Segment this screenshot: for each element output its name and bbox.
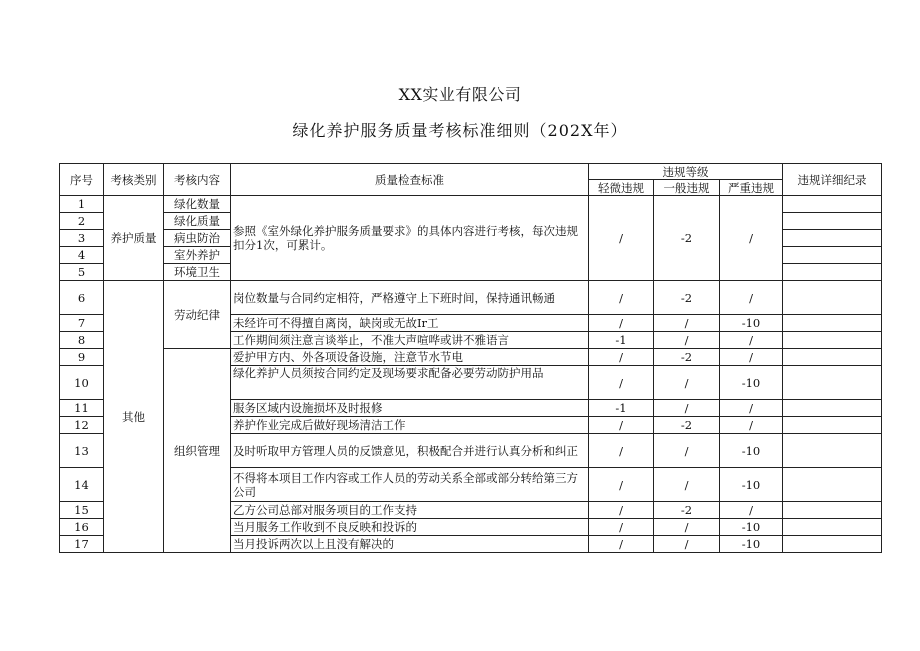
record-cell[interactable] [783, 519, 882, 536]
standard-cell: 未经许可不得擅自离岗，缺岗或无故Ir工 [231, 315, 589, 332]
serious-cell: -10 [720, 519, 783, 536]
seq-cell: 7 [60, 315, 104, 332]
seq-cell: 3 [60, 230, 104, 247]
record-cell[interactable] [783, 213, 882, 230]
standard-cell: 服务区域内设施损坏及时报修 [231, 400, 589, 417]
seq-cell: 1 [60, 196, 104, 213]
seq-cell: 11 [60, 400, 104, 417]
category-other: 其他 [104, 281, 164, 553]
header-seq: 序号 [60, 164, 104, 196]
record-cell[interactable] [783, 281, 882, 315]
record-cell[interactable] [783, 196, 882, 213]
category-maintenance: 养护质量 [104, 196, 164, 281]
standard-cell: 当月投诉两次以上且没有解决的 [231, 536, 589, 553]
seq-cell: 16 [60, 519, 104, 536]
header-content: 考核内容 [164, 164, 231, 196]
general-cell: -2 [654, 196, 720, 281]
record-cell[interactable] [783, 366, 882, 400]
record-cell[interactable] [783, 400, 882, 417]
seq-cell: 17 [60, 536, 104, 553]
minor-cell: / [589, 196, 654, 281]
minor-cell: -1 [589, 400, 654, 417]
standard-cell: 当月服务工作收到不良反映和投诉的 [231, 519, 589, 536]
serious-cell: -10 [720, 536, 783, 553]
minor-cell: / [589, 434, 654, 468]
record-cell[interactable] [783, 332, 882, 349]
record-cell[interactable] [783, 264, 882, 281]
standard-cell: 及时听取甲方管理人员的反馈意见，积极配合并进行认真分析和纠正 [231, 434, 589, 468]
seq-cell: 8 [60, 332, 104, 349]
minor-cell: / [589, 519, 654, 536]
general-cell: / [654, 519, 720, 536]
serious-cell: / [720, 281, 783, 315]
serious-cell: / [720, 349, 783, 366]
general-cell: / [654, 400, 720, 417]
seq-cell: 6 [60, 281, 104, 315]
standard-cell: 绿化养护人员须按合同约定及现场要求配备必要劳动防护用品 [231, 366, 589, 400]
serious-cell: / [720, 400, 783, 417]
content-cell: 绿化数量 [164, 196, 231, 213]
general-cell: / [654, 315, 720, 332]
serious-cell: -10 [720, 468, 783, 502]
record-cell[interactable] [783, 502, 882, 519]
general-cell: / [654, 536, 720, 553]
header-category: 考核类别 [104, 164, 164, 196]
header-serious: 严重违规 [720, 180, 783, 196]
seq-cell: 5 [60, 264, 104, 281]
header-standard: 质量检查标准 [231, 164, 589, 196]
record-cell[interactable] [783, 468, 882, 502]
general-cell: -2 [654, 417, 720, 434]
header-violation-level: 违规等级 [589, 164, 783, 180]
general-cell: / [654, 366, 720, 400]
record-cell[interactable] [783, 434, 882, 468]
content-cell: 室外养护 [164, 247, 231, 264]
table-row [60, 281, 882, 315]
minor-cell: / [589, 366, 654, 400]
seq-cell: 12 [60, 417, 104, 434]
standard-cell: 工作期间须注意言谈举止，不准大声喧哗或讲不雅语言 [231, 332, 589, 349]
general-cell: / [654, 332, 720, 349]
general-cell: -2 [654, 349, 720, 366]
content-labor-discipline: 劳动纪律 [164, 281, 231, 349]
seq-cell: 4 [60, 247, 104, 264]
record-cell[interactable] [783, 417, 882, 434]
header-minor: 轻微违规 [589, 180, 654, 196]
record-cell[interactable] [783, 315, 882, 332]
serious-cell: / [720, 332, 783, 349]
content-organization: 组织管理 [164, 349, 231, 553]
general-cell: -2 [654, 502, 720, 519]
standard-cell: 不得将本项目工作内容或工作人员的劳动关系全部或部分转给第三方公司 [231, 468, 589, 502]
header-record: 违规详细纪录 [783, 164, 882, 196]
minor-cell: -1 [589, 332, 654, 349]
assessment-table [59, 163, 882, 553]
seq-cell: 9 [60, 349, 104, 366]
standard-cell: 岗位数量与合同约定相符，严格遵守上下班时间，保持通讯畅通 [231, 281, 589, 315]
general-cell: / [654, 434, 720, 468]
content-cell: 绿化质量 [164, 213, 231, 230]
minor-cell: / [589, 502, 654, 519]
minor-cell: / [589, 468, 654, 502]
table-row [60, 349, 882, 366]
minor-cell: / [589, 281, 654, 315]
standard-cell: 参照《室外绿化养护服务质量要求》的具体内容进行考核，每次违规扣分1次，可累计。 [231, 196, 589, 281]
seq-cell: 10 [60, 366, 104, 400]
document-title: 绿化养护服务质量考核标准细则（202X年） [292, 121, 628, 140]
standard-cell: 爱护甲方内、外各项设备设施，注意节水节电 [231, 349, 589, 366]
serious-cell: -10 [720, 315, 783, 332]
minor-cell: / [589, 349, 654, 366]
serious-cell: / [720, 417, 783, 434]
serious-cell: -10 [720, 366, 783, 400]
table-row [60, 196, 882, 213]
record-cell[interactable] [783, 247, 882, 264]
header-row-1 [60, 164, 882, 180]
header-general: 一般违规 [654, 180, 720, 196]
seq-cell: 2 [60, 213, 104, 230]
minor-cell: / [589, 536, 654, 553]
content-cell: 病虫防治 [164, 230, 231, 247]
general-cell: / [654, 468, 720, 502]
minor-cell: / [589, 315, 654, 332]
standard-cell: 乙方公司总部对服务项目的工作支持 [231, 502, 589, 519]
company-name: XX实业有限公司 [398, 85, 522, 104]
minor-cell: / [589, 417, 654, 434]
seq-cell: 14 [60, 468, 104, 502]
serious-cell: -10 [720, 434, 783, 468]
serious-cell: / [720, 502, 783, 519]
serious-cell: / [720, 196, 783, 281]
record-cell[interactable] [783, 349, 882, 366]
general-cell: -2 [654, 281, 720, 315]
record-cell[interactable] [783, 536, 882, 553]
seq-cell: 15 [60, 502, 104, 519]
record-cell[interactable] [783, 230, 882, 247]
content-cell: 环境卫生 [164, 264, 231, 281]
seq-cell: 13 [60, 434, 104, 468]
standard-cell: 养护作业完成后做好现场清洁工作 [231, 417, 589, 434]
